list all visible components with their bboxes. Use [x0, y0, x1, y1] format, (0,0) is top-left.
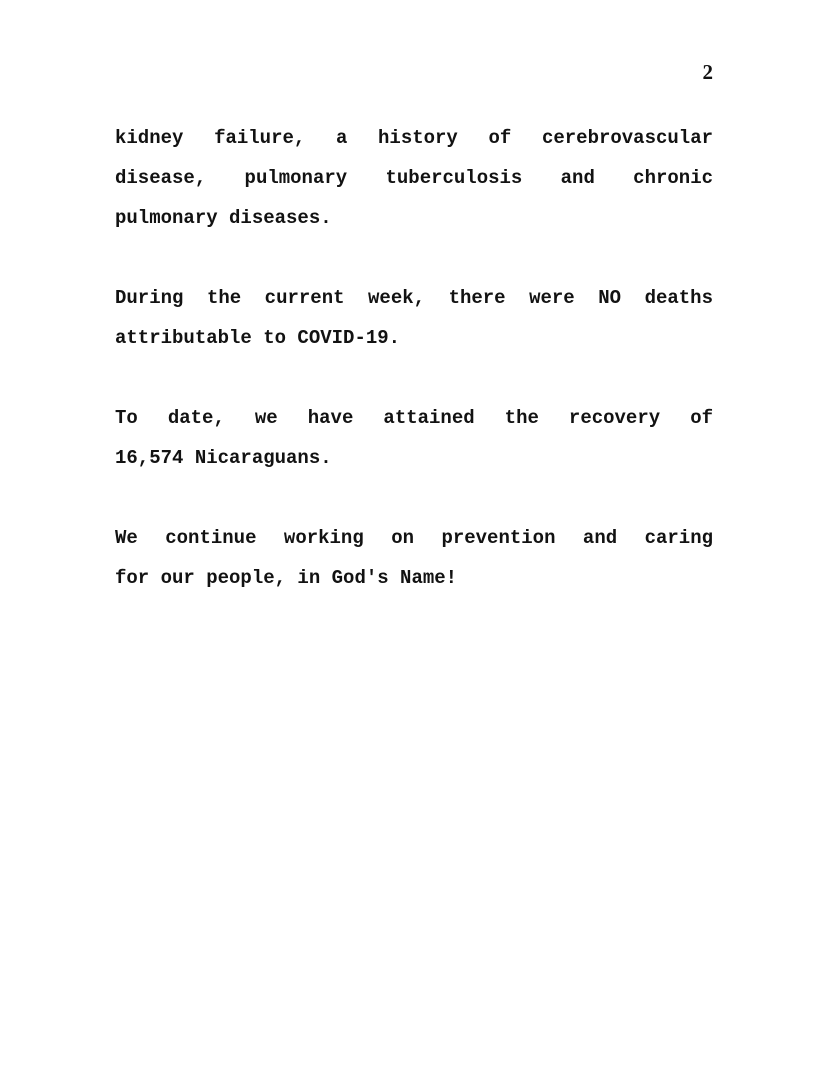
document-body — [115, 118, 713, 638]
text-line: attributable to COVID-19. — [115, 327, 401, 349]
paragraph — [115, 118, 713, 238]
text-line: During the current week, there were NO deaths — [115, 287, 713, 309]
text-line: for our people, in God's Name! — [115, 567, 458, 589]
paragraph — [115, 278, 713, 358]
text-line: 16,574 Nicaraguans. — [115, 447, 332, 469]
page-number: 2 — [702, 60, 713, 84]
paragraph — [115, 518, 713, 598]
paragraph — [115, 398, 713, 478]
text-line: kidney failure, a history of cerebrovascular — [115, 127, 713, 149]
text-line: To date, we have attained the recovery of — [115, 407, 713, 429]
text-line: pulmonary diseases. — [115, 207, 332, 229]
text-line: We continue working on prevention and caring — [115, 527, 713, 549]
text-line: disease, pulmonary tuberculosis and chronic — [115, 167, 713, 189]
